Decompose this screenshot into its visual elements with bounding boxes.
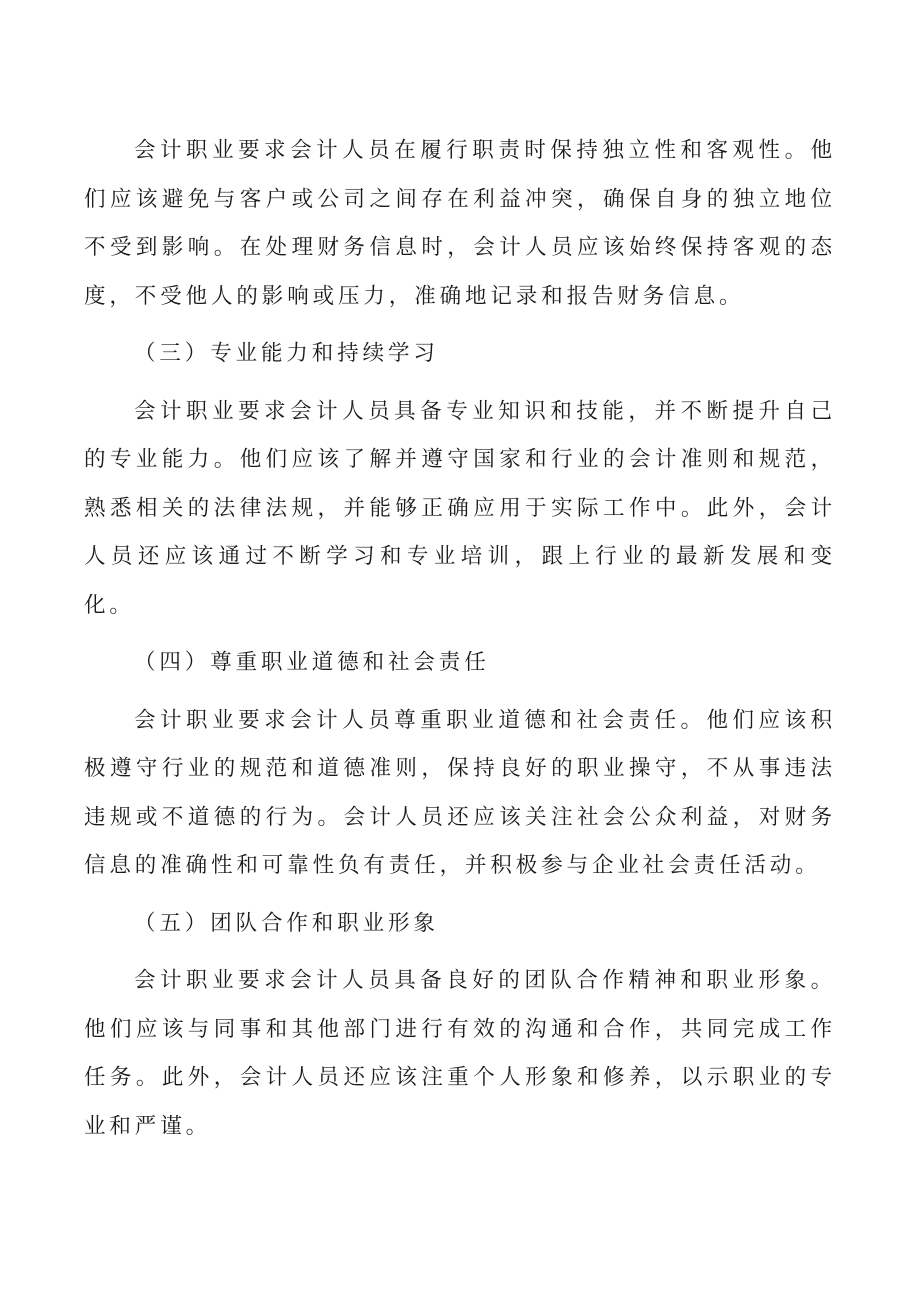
paragraph-teamwork: 会计职业要求会计人员具备良好的团队合作精神和职业形象。他们应该与同事和其他部门进行有效的沟通和合作，共同完成工作任务。此外，会计人员还应该注重个人形象和修养，以示职业的专业和严谨。 [84,968,836,1139]
paragraph-ethics: 会计职业要求会计人员尊重职业道德和社会责任。他们应该积极遵守行业的规范和道德准则，保持良好的职业操守，不从事违法违规或不道德的行为。会计人员还应该关注社会公众利益，对财务信息的准确性和可靠性负有责任，并积极参与企业社会责任活动。 [84,707,836,878]
paragraph-independence: 会计职业要求会计人员在履行职责时保持独立性和客观性。他们应该避免与客户或公司之间存在利益冲突，确保自身的独立地位不受到影响。在处理财务信息时，会计人员应该始终保持客观的态度，不受他人的影响或压力，准确地记录和报告财务信息。 [84,138,836,309]
section-heading-4: （四）尊重职业道德和社会责任 [134,650,490,675]
section-heading-5: （五）团队合作和职业形象 [134,910,439,936]
document-body [84,127,836,1151]
section-heading-3: （三）专业能力和持续学习 [134,341,439,366]
paragraph-competence: 会计职业要求会计人员具备专业知识和技能，并不断提升自己的专业能力。他们应该了解并遵守国家和行业的会计准则和规范，熟悉相关的法律法规，并能够正确应用于实际工作中。此外，会计人员还应该通过不断学习和专业培训，跟上行业的最新发展和变化。 [84,398,836,618]
